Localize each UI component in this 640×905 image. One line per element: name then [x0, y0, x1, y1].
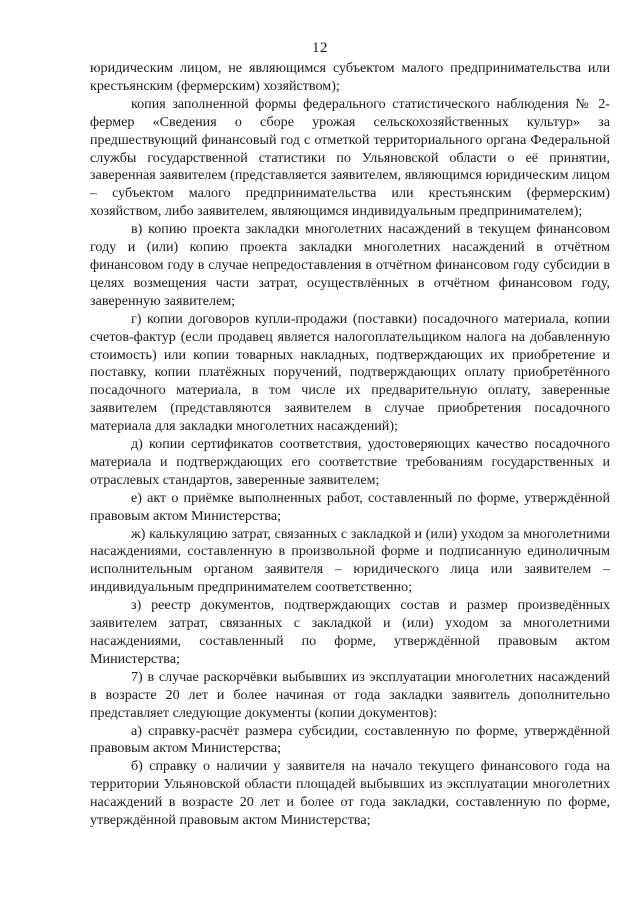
paragraph-form-2-fermer: копия заполненной формы федерального статистического наблюдения № 2-фермер «Сведения о сборе урожая сельскохозяйственных культур» за предшествующий финансовый год с отметкой территориального органа Федеральной службы государственной статистики по Ульяновской области о её принятии, заверенная заявителем (представляется заявителем, являющимся юридическим лицом – субъектом малого предпринимательства или крестьянским (фермерским) хозяйством, либо заявителем, являющимся индивидуальным предпринимателем);: [90, 95, 610, 220]
paragraph-point-7-b: б) справку о наличии у заявителя на начало текущего финансового года на территории Ульяновской области площадей выбывших из эксплуатации многолетних насаждений в возрасте 20 лет и более от года закладки, составленную по форме, утверждённой правовым актом Министерства;: [90, 758, 610, 829]
paragraph-item-z: з) реестр документов, подтверждающих состав и размер произведённых заявителем затрат, связанных с закладкой и (или) уходом за многолетними насаждениями, составленный по форме, утверждённой правовым актом Министерства;: [90, 597, 610, 667]
paragraph-point-7-a: а) справку-расчёт размера субсидии, составленную по форме, утверждённой правовым актом Министерства;: [90, 722, 610, 757]
page-number: 12: [312, 40, 328, 56]
document-body: [90, 60, 610, 830]
paragraph-item-zh: ж) калькуляцию затрат, связанных с закладкой и (или) уходом за многолетними насаждениями, составленную в произвольной форме и подписанную единоличным исполнительным органом заявителя – юридического лица или заявителем – индивидуальным предпринимателем соответственно;: [90, 525, 610, 596]
paragraph-item-v: в) копию проекта закладки многолетних насаждений в текущем финансовом году и (или) копию проекта закладки многолетних насаждений в отчётном финансовом году в случае непредоставления в отчётном финансовом году субсидии в целях возмещения части затрат, осуществлённых в отчётном финансовом году, заверенную заявителем;: [90, 221, 610, 309]
paragraph-item-e: е) акт о приёмке выполненных работ, составленный по форме, утверждённой правовым актом Министерства;: [90, 489, 610, 524]
paragraph-item-d: д) копии сертификатов соответствия, удостоверяющих качество посадочного материала и подтверждающих его соответствие требованиям государственных и отраслевых стандартов, заверенные заявителем;: [90, 436, 610, 488]
paragraph-point-7: 7) в случае раскорчёвки выбывших из эксплуатации многолетних насаждений в возрасте 20 лет и более начиная от года закладки заявитель дополнительно представляет следующие документы (копии документов):: [90, 668, 610, 721]
paragraph-item-g: г) копии договоров купли-продажи (поставки) посадочного материала, копии счетов-фактур (если продавец является налогоплательщиком налога на добавленную стоимость) или копии товарных накладных, подтверждающих их приобретение и поставку, копии платёжных поручений, подтверждающих оплату приобретённого посадочного материала, в том числе их предварительную оплату, заверенные заявителем (представляются заявителем в случае приобретения посадочного материала для закладки многолетних насаждений);: [90, 310, 610, 435]
paragraph-continuation: юридическим лицом, не являющимся субъектом малого предпринимательства или крестьянским (фермерским) хозяйством);: [90, 60, 610, 94]
